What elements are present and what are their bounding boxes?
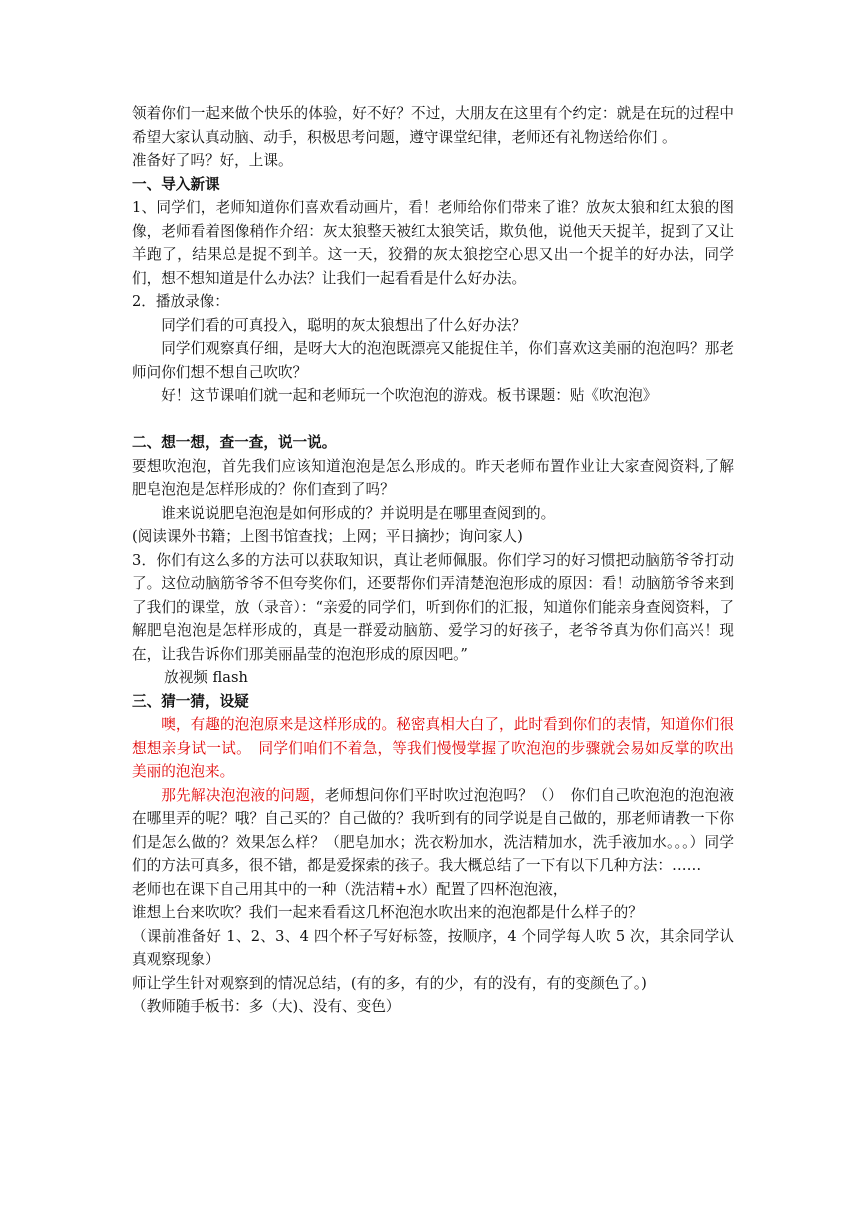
section-3-paragraph-4: 谁想上台来吹吹？我们一起来看看这几杯泡泡水吹出来的泡泡都是什么样子的？ — [132, 904, 643, 921]
section-3-heading: 三、猜一猜，设疑 — [132, 692, 249, 710]
section-3-red-paragraph: 噢，有趣的泡泡原来是这样形成的。秘密真相大白了，此时看到你们的表情，知道你们很想想亲身试一试。 同学们咱们不着急，等我们慢慢掌握了吹泡泡的步骤就会易如反掌的吹出美丽的泡泡来。 — [132, 716, 734, 780]
section-1-paragraph-5: 好！这节课咱们就一起和老师玩一个吹泡泡的游戏。板书课题：贴《吹泡泡》 — [161, 387, 658, 404]
section-2-flash-line: 放视频 flash — [164, 669, 248, 686]
section-1-paragraph-3: 同学们看的可真投入，聪明的灰太狼想出了什么好办法？ — [161, 316, 527, 334]
section-3-paragraph-2 — [132, 784, 734, 878]
section-1-paragraph-1: 1、同学们，老师知道你们喜欢看动画片，看！老师给你们带来了谁？放灰太狼和红太狼的图像，老师看着图像稍作介绍：灰太狼整天被红太狼笑话，欺负他，说他天天捉羊，捉到了又让羊跑了，结果总是捉不到羊。这一天，狡猾的灰太狼挖空心思又出一个捉羊的好办法，同学们，想不想知道是什么办法？让我们一起看看是什么好办法。 — [132, 199, 734, 287]
section-1-paragraph-2: 2．播放录像： — [132, 293, 229, 310]
section-1-heading: 一、导入新课 — [132, 175, 220, 193]
intro-paragraph: 领着你们一起来做个快乐的体验，好不好？不过，大朋友在这里有个约定：就是在玩的过程中希望大家认真动脑、动手，积极思考问题，遵守课堂纪律，老师还有礼物送给你们 。 — [132, 105, 734, 146]
section-2-paragraph-4: 3．你们有这么多的方法可以获取知识，真让老师佩服。你们学习的好习惯把动脑筋爷爷打动了。这位动脑筋爷爷不但夸奖你们，还要帮你们弄清楚泡泡形成的原因：看！动脑筋爷爷来到了我们的课堂，放（录音）：“亲爱的同学们，听到你们的汇报，知道你们能亲身查阅资料，了解肥皂泡泡是怎样形成的，真是一群爱动脑筋、爱学习的好孩子，老爷爷真为你们高兴！现在，让我告诉你们那美丽晶莹的泡泡形成的原因吧。” — [132, 551, 734, 663]
section-2-paragraph-2: 谁来说说肥皂泡泡是如何形成的？并说明是在哪里查阅到的。 — [161, 504, 556, 522]
section-1-paragraph-4: 同学们观察真仔细，是呀大大的泡泡既漂亮又能捉住羊，你们喜欢这美丽的泡泡吗？那老师问你们想不想自己吹吹？ — [132, 340, 734, 381]
section-3-paragraph-6: 师让学生针对观察到的情况总结，(有的多，有的少，有的没有，有的变颜色了。) — [132, 974, 647, 992]
section-2-paragraph-3: (阅读课外书籍；上图书馆查找；上网；平日摘抄；询问家人) — [132, 528, 523, 545]
section-3-paragraph-3: 老师也在课下自己用其中的一种（洗洁精+水）配置了四杯泡泡液， — [132, 880, 568, 898]
document-page — [132, 102, 734, 1019]
section-2-paragraph-1: 要想吹泡泡，首先我们应该知道泡泡是怎么形成的。昨天老师布置作业让大家查阅资料,了解肥皂泡泡是怎样形成的？你们查到了吗？ — [132, 457, 734, 498]
section-3-red-lead: 那先解决泡泡液的问题， — [161, 786, 325, 804]
section-3-paragraph-5: （课前准备好 1、2、3、4 四个杯子写好标签，按顺序，4 个同学每人吹 5 次，其余同学认真观察现象） — [132, 927, 734, 968]
section-3-paragraph-2-text: 老师想问你们平时吹过泡泡吗？（） 你们自己吹泡泡的泡泡液在哪里弄的呢？哦？自己买的？自己做的？我听到有的同学说是自己做的，那老师请教一下你们是怎么做的？效果怎么样？（肥皂加水；洗衣粉加水，洗洁精加水，洗手液加水。。。）同学们的方法可真多，很不错，都是爱探索的孩子。我大概总结了一下有以下几种方法：…… — [132, 786, 734, 874]
section-2-heading: 二、想一想，查一查，说一说。 — [132, 434, 337, 451]
blank-line — [132, 408, 734, 432]
ready-line: 准备好了吗？好，上课。 — [132, 152, 293, 169]
section-3-paragraph-7: （教师随手板书：多（大)、没有、变色） — [132, 998, 401, 1015]
